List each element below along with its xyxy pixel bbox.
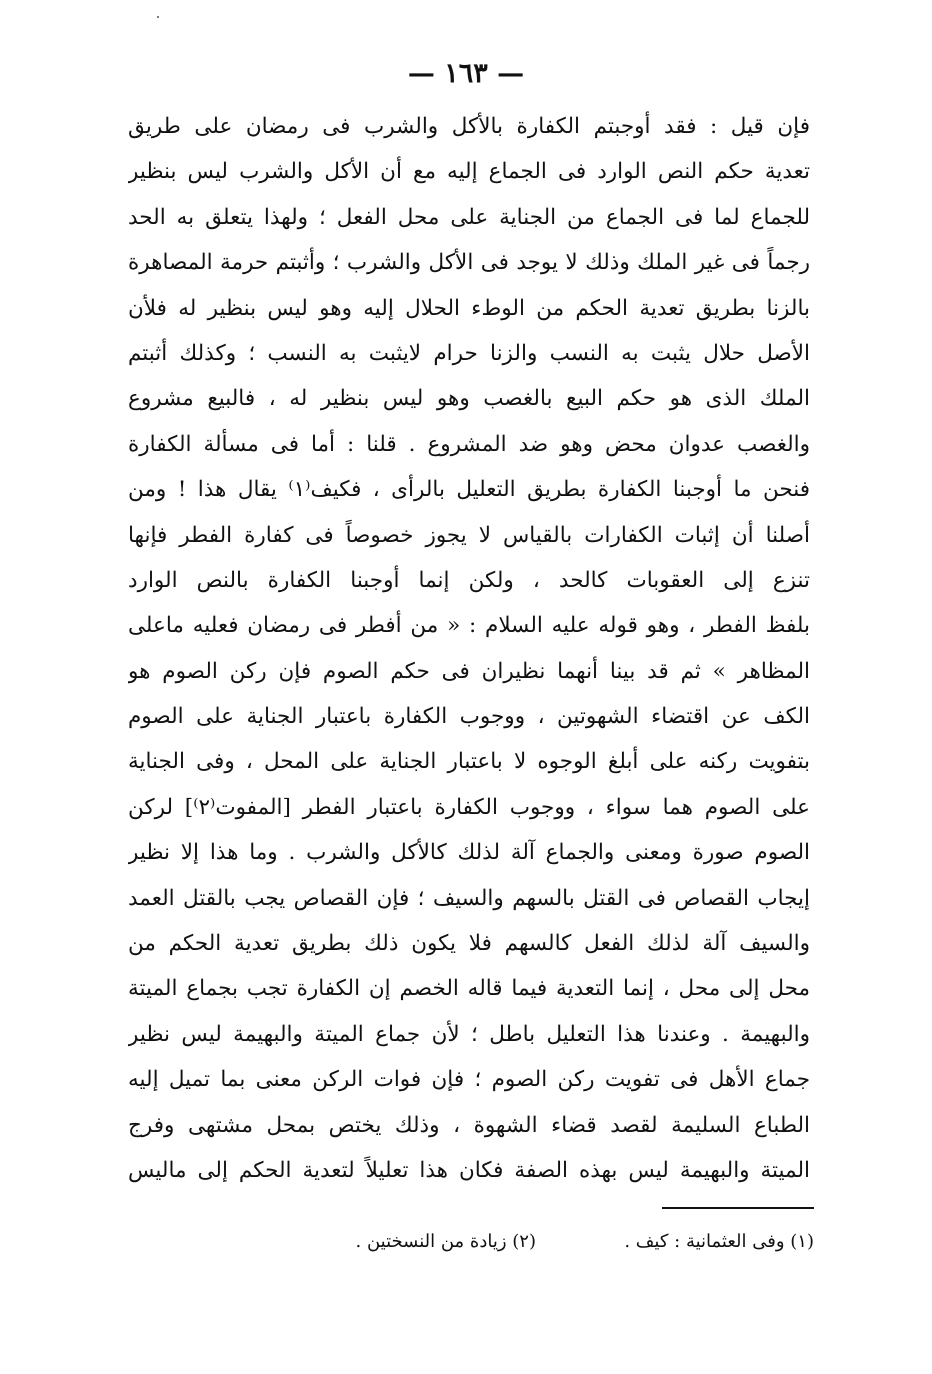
text-line: أصلنا أن إثبات الكفارات بالقياس لا يجوز خصوصاً فى كفارة الفطر فإنها bbox=[128, 522, 810, 548]
text-line: للجماع لما فى الجماع من الجناية على محل الفعل ؛ ولهذا يتعلق به الحد bbox=[128, 204, 810, 230]
text-line: والسيف آلة لذلك الفعل كالسهم فلا يكون ذلك بطريق تعدية الحكم من bbox=[128, 931, 810, 957]
text-line: بالزنا بطريق تعدية الحكم من الوطء الحلال إليه وهو ليس بنظير له فلأن bbox=[128, 295, 810, 321]
footnote-separator bbox=[662, 1207, 814, 1209]
text-line: الكف عن اقتضاء الشهوتين ، ووجوب الكفارة باعتبار الجناية على الصوم bbox=[128, 704, 810, 730]
text-line: محل إلى محل ، إنما التعدية فيما قاله الخصم إن الكفارة تجب بجماع الميتة bbox=[128, 976, 810, 1002]
text-line: المظاهر » ثم قد بينا أنهما نظيران فى حكم الصوم فإن ركن الصوم هو bbox=[128, 658, 810, 684]
text-line: والبهيمة . وعندنا هذا التعليل باطل ؛ لأن جماع الميتة والبهيمة ليس نظير bbox=[128, 1021, 810, 1047]
text-line: على الصوم هما سواء ، ووجوب الكفارة باعتبار الفطر [المفوت⁽٢⁾] لركن bbox=[128, 794, 810, 820]
scan-speck bbox=[157, 16, 159, 18]
text-line: فإن قيل : فقد أوجبتم الكفارة بالأكل والشرب فى رمضان على طريق bbox=[128, 114, 810, 139]
text-line: والغصب عدوان محض وهو ضد المشروع . قلنا : أما فى مسألة الكفارة bbox=[128, 431, 810, 457]
text-line: الملك الذى هو حكم البيع بالغصب وهو ليس بنظير له ، فالبيع مشروع bbox=[128, 386, 810, 412]
text-line: فنحن ما أوجبنا الكفارة بطريق التعليل بالرأى ، فكيف⁽١⁾ يقال هذا ! ومن bbox=[128, 477, 810, 503]
footnotes bbox=[280, 1222, 814, 1262]
text-line: الميتة والبهيمة ليس بهذه الصفة فكان هذا تعليلاً لتعدية الحكم إلى ماليس bbox=[128, 1157, 810, 1183]
text-line: تنزع إلى العقوبات كالحد ، ولكن إنما أوجبنا الكفارة بالنص الوارد bbox=[128, 567, 810, 593]
text-line: الأصل حلال يثبت به النسب والزنا حرام لايثبت به النسب ؛ وكذلك أثبتم bbox=[128, 340, 810, 366]
footnote-1: (١) وفى العثمانية : كيف . bbox=[624, 1231, 814, 1252]
body-text bbox=[128, 104, 810, 1193]
text-line: إيجاب القصاص فى القتل بالسهم والسيف ؛ فإن القصاص يجب بالقتل العمد bbox=[128, 885, 810, 911]
text-line: تعدية حكم النص الوارد فى الجماع إليه مع أن الأكل والشرب ليس بنظير bbox=[128, 159, 810, 185]
text-line: الطباع السليمة لقصد قضاء الشهوة ، وذلك يختص بمحل مشتهى وفرج bbox=[128, 1112, 810, 1138]
text-line: الصوم صورة ومعنى والجماع آلة لذلك كالأكل والشرب . وما هذا إلا نظير bbox=[128, 840, 810, 866]
text-line: بلفظ الفطر ، وهو قوله عليه السلام : « من أفطر فى رمضان فعليه ماعلى bbox=[128, 613, 810, 639]
footnote-2: (٢) زيادة من النسختين . bbox=[355, 1231, 536, 1252]
text-line: رجماً فى غير الملك وذلك لا يوجد فى الأكل والشرب ؛ وأثبتم حرمة المصاهرة bbox=[128, 250, 810, 276]
page-number: — ١٦٣ — bbox=[407, 58, 525, 89]
text-line: بتفويت ركنه على أبلغ الوجوه لا باعتبار الجناية على المحل ، وفى الجناية bbox=[128, 749, 810, 775]
text-line: جماع الأهل فى تفويت ركن الصوم ؛ فإن فوات الركن معنى بما تميل إليه bbox=[128, 1067, 810, 1093]
